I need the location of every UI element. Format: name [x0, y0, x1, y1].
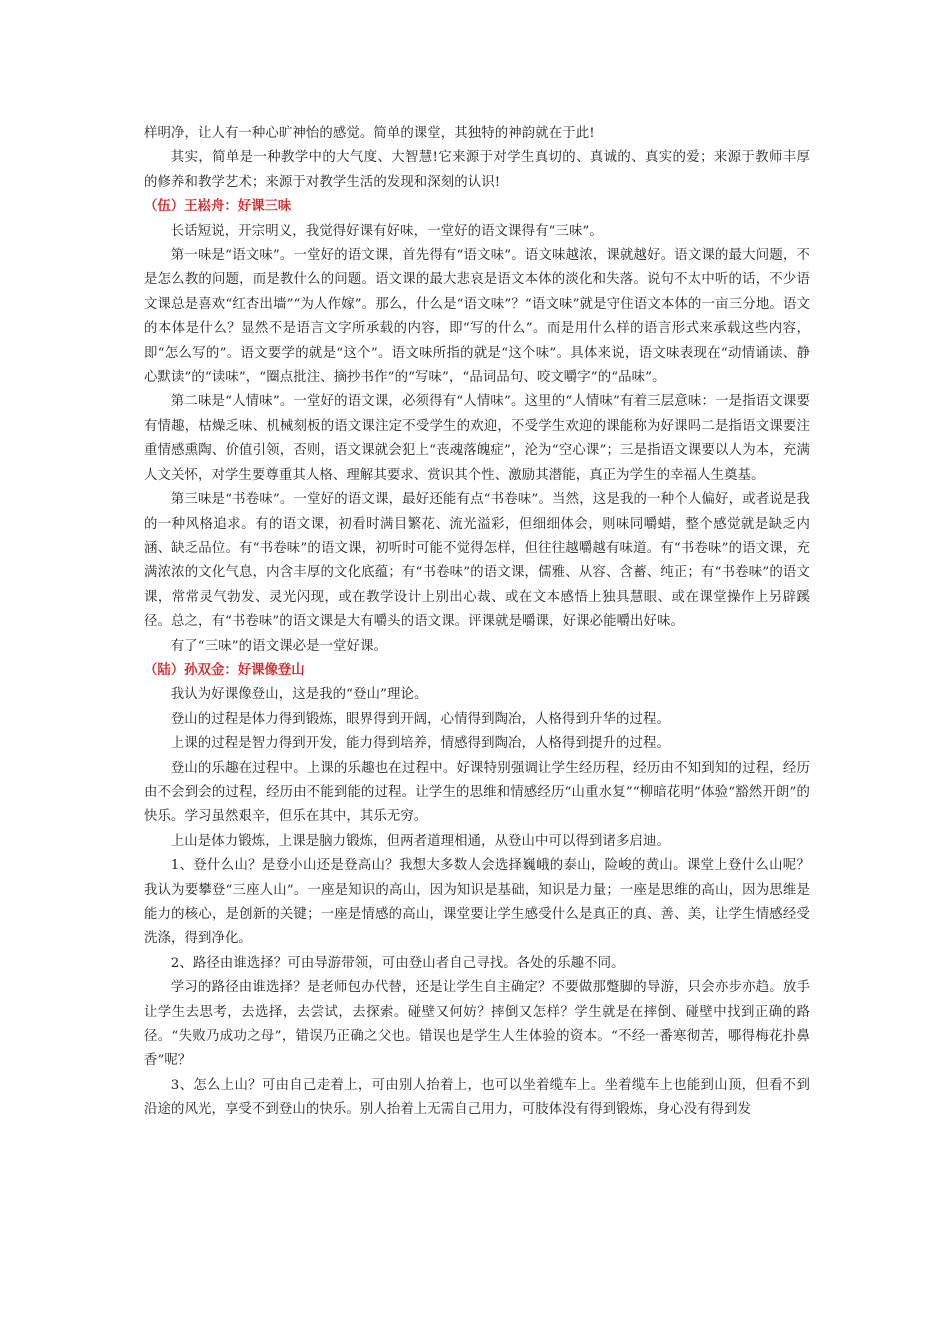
paragraph-10: 上课的过程是智力得到开发，能力得到培养，情感得到陶冶，人格得到提升的过程。: [170, 736, 670, 752]
paragraph-16: 3、怎么上山？可由自己走着上，可由别人抬着上，也可以坐着缆车上。坐着缆车上也能到山顶，但看不到沿途的风光，享受不到登山的快乐。别人抬着上无需自己用力，可肢体没有得到锻炼，身心没有得到发: [144, 1077, 810, 1118]
paragraph-11: 登山的乐趣在过程中。上课的乐趣也在过程中。好课特别强调让学生经历程，经历由不知到知的过程，经历由不会到会的过程，经历由不能到能的过程。让学生的思维和情感经历“山重水复”“柳暗花明”体验“豁然开朗”的快乐。学习虽然艰辛，但乐在其中，其乐无穷。: [144, 760, 810, 825]
paragraph-5: 第二味是“人情味”。一堂好的语文课，必须得有“人情味”。这里的“人情味”有着三层意味：一是指语文课要有情趣，枯燥乏味、机械刻板的语文课注定不受学生的欢迎，不受学生欢迎的课能称为好课吗二是指语文课要注重情感熏陶、价值引领，否则，语文课就会犯上“丧魂落魄症”，沦为“空心课”；三是指语文课要以人为本，充满人文关怀，对学生要尊重其人格、理解其要求、赏识其个性、激励其潜能，真正为学生的幸福人生奠基。: [144, 394, 810, 483]
paragraph-2: 其实，简单是一种教学中的大气度、大智慧!它来源于对学生真切的、真诚的、真实的爱；来源于教师丰厚的修养和教学艺术；来源于对教学生活的发现和深刻的认识!: [144, 150, 810, 190]
paragraph-4: 第一味是“语文味”。一堂好的语文课，首先得有“语文味”。语文味越浓，课就越好。语文课的最大问题，不是怎么教的问题，而是教什么的问题。语文课的最大悲哀是语文本体的淡化和失落。说句不太中听的话，不少语文课总是喜欢“红杏出墙”“为人作嫁”。那么，什么是“语文味”？“语文味”就是守住语文本体的一亩三分地。语文的本体是什么？显然不是语言文字所承载的内容，即“写的什么”。而是用什么样的语言形式来承载这些内容，即“怎么写的”。语文要学的就是“这个”。语文味所指的就是“这个味”。具体来说，语文味表现在“动情诵读、静心默读”的“读味”，“圈点批注、摘抄书作”的“写味”，“品词品句、咬文嚼字”的“品味”。: [144, 248, 810, 386]
paragraph-1: 样明净，让人有一种心旷神怡的感觉。简单的课堂，其独特的神韵就在于此!: [144, 126, 595, 141]
document-page: [144, 122, 810, 1123]
paragraph-3: 长话短说，开宗明义，我觉得好课有好味，一堂好的语文课得有“三味”。: [170, 223, 603, 239]
paragraph-14: 2、路径由谁选择？可由导游带领，可由登山者自己寻找。各处的乐趣不同。: [170, 955, 625, 971]
section-heading-sun-shuangjin: （陆）孙双金：好课像登山: [144, 662, 305, 678]
paragraph-9: 登山的过程是体力得到锻炼，眼界得到开阔，心情得到陶冶，人格得到升华的过程。: [170, 711, 670, 727]
paragraph-7: 有了“三味”的语文课必是一堂好课。: [170, 638, 388, 654]
paragraph-6: 第三味是“书卷味”。一堂好的语文课，最好还能有点“书卷味”。当然，这是我的一种个人偏好，或者说是我的一种风格追求。有的语文课，初看时满目繁花、流光溢彩，但细细体会，则味同嚼蜡，整个感觉就是缺乏内涵、缺乏品位。有“书卷味”的语文课，初听时可能不觉得怎样，但往往越嚼越有味道。有“书卷味”的语文课，充满浓浓的文化气息，内含丰厚的文化底蕴；有“书卷味”的语文课，儒雅、从容、含蓄、纯正；有“书卷味”的语文课，常常灵气勃发、灵光闪现，或在教学设计上别出心裁、或在文本感悟上独具慧眼、或在课堂操作上另辟蹊径。总之，有“书卷味”的语文课是大有嚼头的语文课。评课就是嚼课，好课必能嚼出好味。: [144, 492, 810, 630]
paragraph-12: 上山是体力锻炼，上课是脑力锻炼，但两者道理相通，从登山中可以得到诸多启迪。: [170, 833, 670, 849]
section-heading-wang-songzhou: （伍）王崧舟：好课三味: [144, 199, 292, 215]
paragraph-8: 我认为好课像登山，这是我的“登山”理论。: [170, 687, 428, 703]
paragraph-13: 1、登什么山？是登小山还是登高山？我想大多数人会选择巍峨的泰山，险峻的黄山。课堂上登什么山呢？我认为要攀登“三座人山”。一座是知识的高山，因为知识是基础，知识是力量；一座是思维的高山，因为思维是能力的核心，是创新的关键；一座是情感的高山，课堂要让学生感受什么是真正的真、善、美，让学生情感经受洗涤，得到净化。: [144, 858, 810, 947]
paragraph-15: 学习的路径由谁选择？是老师包办代替，还是让学生自主确定？不要做那蹩脚的导游，只会亦步亦趋。放手让学生去思考，去选择，去尝试，去探索。碰壁又何妨？摔倒又怎样？学生就是在摔倒、碰壁中找到正确的路径。“失败乃成功之母”，错误乃正确之父也。错误也是学生人生体验的资本。“不经一番寒彻苦，哪得梅花扑鼻香”呢？: [144, 980, 810, 1069]
